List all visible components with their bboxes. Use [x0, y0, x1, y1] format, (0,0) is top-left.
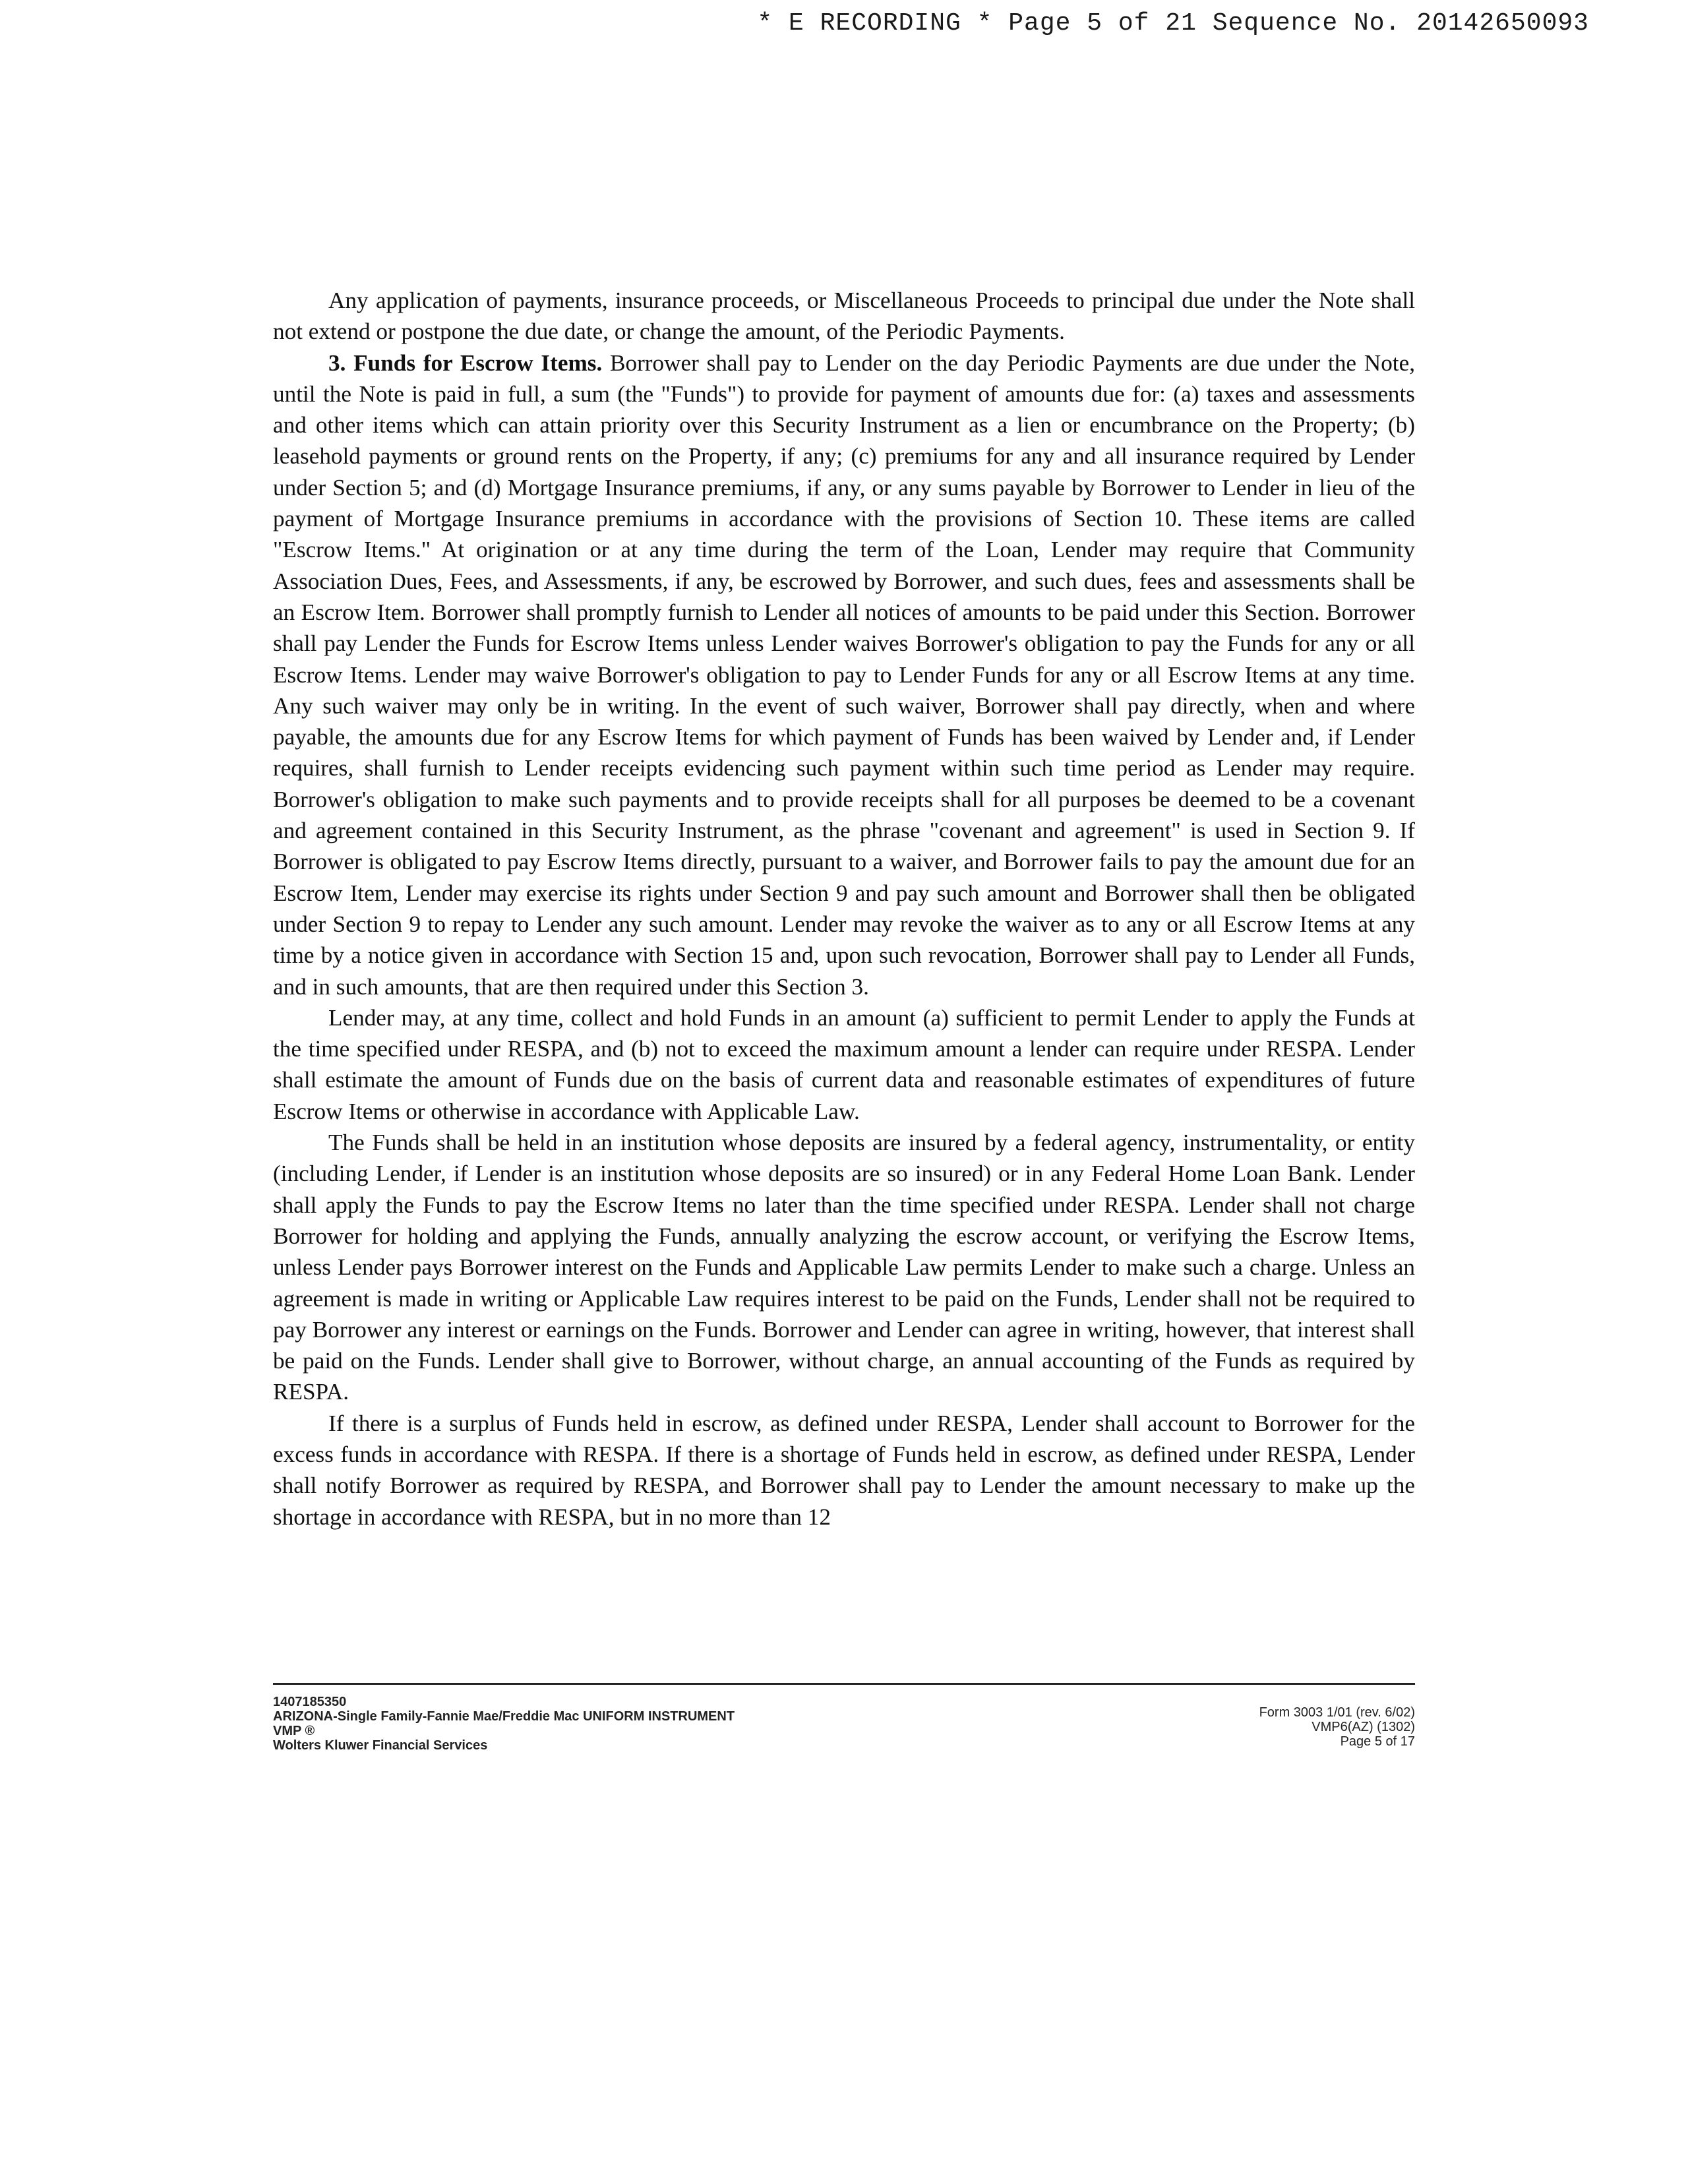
publisher-name: Wolters Kluwer Financial Services — [273, 1738, 488, 1753]
paragraph-section-3 — [273, 348, 1415, 1002]
section-3-heading: 3. Funds for Escrow Items. — [328, 349, 603, 376]
document-body — [273, 285, 1415, 1532]
page-number: Page 5 of 17 — [1340, 1734, 1415, 1749]
loan-number: 1407185350 — [273, 1695, 347, 1709]
paragraph-surplus: If there is a surplus of Funds held in escrow, as defined under RESPA, Lender shall account to Borrower for the excess funds in accordance with RESPA. If there is a shortage of Funds held in escrow, as defined under RESPA, Lender shall notify Borrower as required by RESPA, and Borrower shall pay to Lender the amount necessary to make up the shortage in accordance with RESPA, but in no more than 12 — [273, 1410, 1415, 1530]
footer-right — [1259, 1705, 1415, 1749]
form-number: Form 3003 1/01 (rev. 6/02) — [1259, 1705, 1415, 1720]
vmp-mark: VMP ® — [273, 1724, 315, 1738]
instrument-title: ARIZONA-Single Family-Fannie Mae/Freddie Mac UNIFORM INSTRUMENT — [273, 1709, 735, 1724]
paragraph-funds-held: The Funds shall be held in an institution whose deposits are insured by a federal agency, instrumentality, or entity (including Lender, if Lender is an institution whose deposits are so insured) or in any Federal Home Loan Bank. Lender shall apply the Funds to pay the Escrow Items no later than the time specified under RESPA. Lender shall not charge Borrower for holding and applying the Funds, annually analyzing the escrow account, or verifying the Escrow Items, unless Lender pays Borrower interest on the Funds and Applicable Law permits Lender to make such a charge. Unless an agreement is made in writing or Applicable Law requires interest to be paid on the Funds, Lender shall not be required to pay Borrower any interest or earnings on the Funds. Borrower and Lender can agree in writing, however, that interest shall be paid on the Funds. Lender shall give to Borrower, without charge, an annual accounting of the Funds as required by RESPA. — [273, 1130, 1415, 1405]
form-code: VMP6(AZ) (1302) — [1311, 1720, 1415, 1734]
section-3-text: Borrower shall pay to Lender on the day Periodic Payments are due under the Note, until the Note is paid in full, a sum (the "Funds") to provide for payment of amounts due for: (a) taxes and assessments and other items which can attain priority over this Security Instrument as a lien or encumbrance on the Property; (b) leasehold payments or ground rents on the Property, if any; (c) premiums for any and all insurance required by Lender under Section 5; and (d) Mortgage Insurance premiums, if any, or any sums payable by Borrower to Lender in lieu of the payment of Mortgage Insurance premiums in accordance with the provisions of Section 10. These items are called "Escrow Items." At origination or at any time during the term of the Loan, Lender may require that Community Association Dues, Fees, and Assessments, if any, be escrowed by Borrower, and such dues, fees and assessments shall be an Escrow Item. Borrower shall promptly furnish to Lender all notices of amounts to be paid under this Section. Borrower shall pay Lender the Funds for Escrow Items unless Lender waives Borrower's obligation to pay the Funds for any or all Escrow Items. Lender may waive Borrower's obligation to pay to Lender Funds for any or all Escrow Items at any time. Any such waiver may only be in writing. In the event of such waiver, Borrower shall pay directly, when and where payable, the amounts due for any Escrow Items for which payment of Funds has been waived by Lender and, if Lender requires, shall furnish to Lender receipts evidencing such payment within such time period as Lender may require. Borrower's obligation to make such payments and to provide receipts shall for all purposes be deemed to be a covenant and agreement contained in this Security Instrument, as the phrase "covenant and agreement" is used in Section 9. If Borrower is obligated to pay Escrow Items directly, pursuant to a waiver, and Borrower fails to pay the amount due for an Escrow Item, Lender may exercise its rights under Section 9 and pay such amount and Borrower shall then be obligated under Section 9 to repay to Lender any such amount. Lender may revoke the waiver as to any or all Escrow Items at any time by a notice given in accordance with Section 15 and, upon such revocation, Borrower shall pay to Lender all Funds, and in such amounts, that are then required under this Section 3. — [273, 349, 1415, 1000]
footer-divider — [273, 1683, 1415, 1685]
paragraph-application-of-payments: Any application of payments, insurance proceeds, or Miscellaneous Proceeds to principal due under the Note shall not extend or postpone the due date, or change the amount, of the Periodic Payments. — [273, 288, 1415, 345]
recording-header: * E RECORDING * Page 5 of 21 Sequence No. 20142650093 — [757, 9, 1589, 38]
paragraph-collect-funds: Lender may, at any time, collect and hold Funds in an amount (a) sufficient to permit Lender to apply the Funds at the time specified under RESPA, and (b) not to exceed the maximum amount a lender can require under RESPA. Lender shall estimate the amount of Funds due on the basis of current data and reasonable estimates of expenditures of future Escrow Items or otherwise in accordance with Applicable Law. — [273, 1004, 1415, 1124]
footer-left — [273, 1695, 735, 1753]
